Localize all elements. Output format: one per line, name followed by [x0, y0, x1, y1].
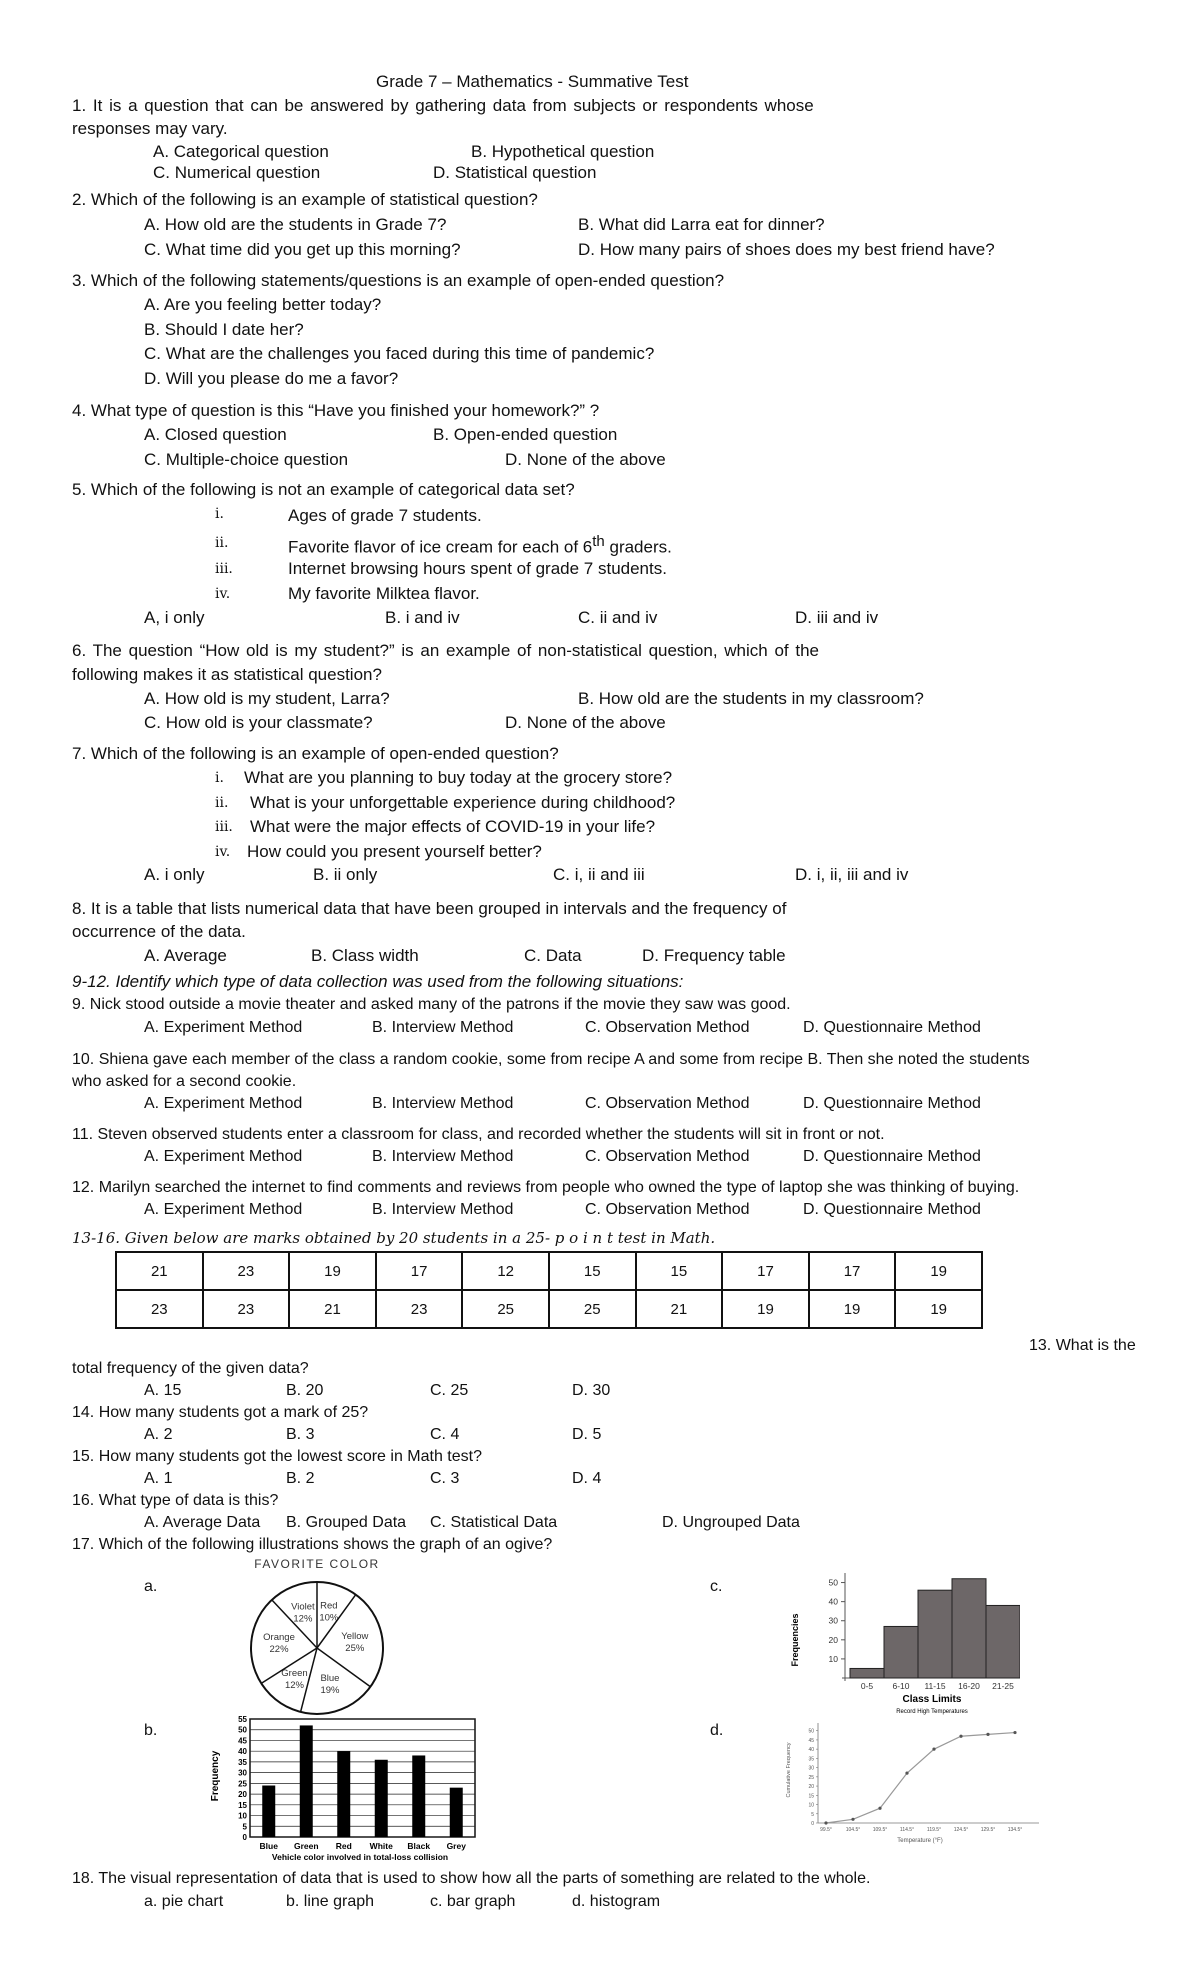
q6-option-d: D. None of the above	[505, 713, 666, 732]
table-cell: 19	[722, 1290, 809, 1328]
q7-item-text: What are you planning to buy today at the grocery store?	[244, 768, 673, 787]
q17-label-c: c.	[710, 1578, 723, 1595]
q9-option-a: A. Experiment Method	[144, 1019, 303, 1036]
y-tick-label: 15	[238, 1800, 247, 1810]
q14-option-a: A. 2	[144, 1426, 173, 1443]
ogive-point	[824, 1821, 827, 1824]
y-tick-label: 25	[238, 1779, 247, 1789]
bar	[450, 1788, 463, 1837]
q6-option-a: A. How old is my student, Larra?	[144, 689, 390, 708]
pie-slice-label: Blue	[320, 1673, 340, 1685]
ogive-line	[824, 1731, 1016, 1825]
q15-option-d: D. 4	[572, 1470, 602, 1487]
q8-option-c: C. Data	[524, 946, 582, 965]
ogive-point	[959, 1735, 962, 1738]
q17-label-d: d.	[710, 1722, 724, 1739]
q7-item-text: What is your unforgettable experience during childhood?	[250, 793, 676, 812]
vehicle-bar-chart	[205, 1712, 485, 1862]
q12-option-a: A. Experiment Method	[144, 1201, 303, 1218]
table-cell: 21	[289, 1290, 376, 1328]
pie-slice-percent: 25%	[345, 1643, 365, 1655]
ogive-point	[932, 1748, 935, 1751]
q7-item-text: How could you present yourself better?	[247, 842, 542, 861]
y-axis-label: Frequencies	[790, 1613, 800, 1667]
q3-option-c: C. What are the challenges you faced during this time of pandemic?	[144, 344, 655, 363]
q12-option-b: B. Interview Method	[372, 1201, 514, 1218]
pie-slice-label: Red	[320, 1600, 338, 1612]
y-tick-label: 10	[828, 1653, 838, 1664]
q16-option-b: B. Grouped Data	[286, 1514, 407, 1531]
q1-option-a: A. Categorical question	[153, 142, 329, 161]
q17-label-a: a.	[144, 1578, 158, 1595]
q8-option-d: D. Frequency table	[642, 946, 786, 965]
q13-option-d: D. 30	[572, 1382, 611, 1399]
table-row	[116, 1290, 982, 1328]
q7-option-b: B. ii only	[313, 865, 378, 884]
q11-option-d: D. Questionnaire Method	[803, 1148, 981, 1165]
y-tick-label: 20	[808, 1784, 814, 1791]
ogive-point	[986, 1733, 989, 1736]
q2-option-c: C. What time did you get up this morning?	[144, 240, 461, 259]
x-tick-label: 6-10	[892, 1681, 910, 1691]
q1-option-d: D. Statistical question	[433, 163, 597, 182]
q14-option-c: C. 4	[430, 1426, 460, 1443]
q5-item-text: My favorite Milktea flavor.	[288, 584, 480, 603]
q6-text-line1: 6. The question “How old is my student?” is an example of non-statistical question, which of the	[72, 641, 820, 660]
q13-text-part1: 13. What is the	[1029, 1337, 1136, 1354]
histogram-bar	[918, 1590, 952, 1678]
x-tick-label: Green	[293, 1841, 319, 1851]
q18-option-a: a. pie chart	[144, 1893, 224, 1910]
pie-chart	[235, 1556, 405, 1721]
ogive-point	[905, 1772, 908, 1775]
q3-option-d: D. Will you please do me a favor?	[144, 369, 399, 388]
q7-item-num: iv.	[215, 844, 231, 860]
q4-option-c: C. Multiple-choice question	[144, 450, 349, 469]
y-axis-label: Frequency	[210, 1750, 221, 1802]
table-cell: 17	[376, 1252, 463, 1290]
section-9-12-heading: 9-12. Identify which type of data collection was used from the following situations:	[72, 972, 684, 991]
q15-option-c: C. 3	[430, 1470, 460, 1487]
q16-text: 16. What type of data is this?	[72, 1492, 279, 1509]
q11-option-a: A. Experiment Method	[144, 1148, 303, 1165]
bar	[300, 1725, 313, 1837]
q12-text: 12. Marilyn searched the internet to find comments and reviews from people who owned the type of laptop she was thinking of buying.	[72, 1179, 1020, 1196]
bar	[337, 1751, 350, 1837]
q10-option-a: A. Experiment Method	[144, 1095, 303, 1112]
q5-item-text: Ages of grade 7 students.	[288, 506, 482, 525]
q7-item-num: i.	[215, 770, 224, 786]
y-tick-label: 50	[808, 1728, 814, 1735]
q5-item-sup: th	[592, 533, 605, 550]
q5-option-c: C. ii and iv	[578, 608, 658, 627]
chart-subtitle: Record High Temperatures	[896, 1709, 968, 1715]
table-cell: 15	[636, 1252, 723, 1290]
y-tick-label: 30	[238, 1768, 247, 1778]
q3-option-a: A. Are you feeling better today?	[144, 295, 382, 314]
q7-text: 7. Which of the following is an example of open-ended question?	[72, 744, 559, 763]
q10-option-c: C. Observation Method	[585, 1095, 750, 1112]
q5-option-a: A, i only	[144, 608, 205, 627]
histogram-bar	[986, 1605, 1020, 1678]
q5-item-num: i.	[215, 506, 224, 522]
pie-slice-percent: 12%	[293, 1613, 313, 1625]
q14-option-b: B. 3	[286, 1426, 315, 1443]
y-tick-label: 40	[238, 1747, 247, 1757]
table-cell: 19	[895, 1252, 982, 1290]
page-title: Grade 7 – Mathematics - Summative Test	[376, 72, 689, 91]
x-tick-label: 124.5°	[953, 1827, 969, 1833]
q4-option-d: D. None of the above	[505, 450, 666, 469]
q15-option-b: B. 2	[286, 1470, 315, 1487]
q7-option-c: C. i, ii and iii	[553, 865, 645, 884]
q3-option-b: B. Should I date her?	[144, 320, 304, 339]
y-tick-label: 0	[242, 1833, 247, 1842]
ogive-point	[1013, 1731, 1016, 1734]
table-cell: 15	[549, 1252, 636, 1290]
table-cell: 23	[376, 1290, 463, 1328]
bars	[850, 1579, 1020, 1691]
y-tick-label: 20	[828, 1634, 838, 1645]
x-tick-label: 0-5	[860, 1681, 874, 1691]
q5-item-num: ii.	[215, 535, 229, 551]
q5-item-text: Internet browsing hours spent of grade 7 students.	[288, 559, 667, 578]
pie-slice-percent: 12%	[284, 1679, 305, 1691]
y-tick-label: 50	[238, 1725, 247, 1735]
q9-option-d: D. Questionnaire Method	[803, 1019, 981, 1036]
q8-option-a: A. Average	[144, 946, 227, 965]
y-tick-label: 55	[238, 1715, 247, 1724]
q13-option-a: A. 15	[144, 1382, 182, 1399]
histogram-chart	[790, 1570, 1020, 1715]
x-tick-label: Black	[407, 1841, 431, 1851]
x-tick-label: 109.5°	[872, 1827, 888, 1833]
y-tick-label: 15	[808, 1793, 814, 1800]
ogive-chart	[780, 1720, 1040, 1850]
x-tick-label: 114.5°	[899, 1827, 915, 1833]
x-tick-label: White	[369, 1841, 393, 1851]
q15-text: 15. How many students got the lowest score in Math test?	[72, 1448, 482, 1465]
q8-text-line1: 8. It is a table that lists numerical data that have been grouped in intervals and the frequency of	[72, 899, 787, 918]
q13-option-c: C. 25	[430, 1382, 469, 1399]
plot-frame	[250, 1719, 475, 1837]
q18-option-b: b. line graph	[286, 1893, 375, 1910]
x-tick-label: 104.5°	[845, 1827, 861, 1833]
q2-option-d: D. How many pairs of shoes does my best friend have?	[578, 240, 995, 259]
marks-table	[115, 1251, 983, 1329]
q14-text: 14. How many students got a mark of 25?	[72, 1404, 369, 1421]
histogram-bar	[884, 1626, 918, 1678]
q13-option-b: B. 20	[286, 1382, 324, 1399]
axes	[808, 1723, 1039, 1833]
q1-option-b: B. Hypothetical question	[471, 142, 655, 161]
y-tick-label: 10	[808, 1802, 814, 1809]
q5-item-num: iii.	[215, 561, 233, 577]
q10-text-line1: 10. Shiena gave each member of the class a random cookie, some from recipe A and some from recipe B. Then she noted the students	[72, 1051, 1030, 1068]
bars	[260, 1725, 467, 1851]
q7-item-text: What were the major effects of COVID-19 in your life?	[250, 817, 656, 836]
y-tick-label: 40	[808, 1747, 814, 1754]
table-row	[116, 1252, 982, 1290]
y-tick-label: 0	[811, 1821, 814, 1827]
ogive-point	[878, 1807, 881, 1810]
q5-item-text-main: Favorite flavor of ice cream for each of 6	[288, 537, 593, 557]
y-tick-label: 40	[828, 1596, 838, 1607]
table-cell: 19	[809, 1290, 896, 1328]
q8-text-line2: occurrence of the data.	[72, 922, 246, 941]
y-tick-label: 30	[828, 1615, 838, 1626]
x-axis-label: Class Limits	[902, 1694, 962, 1705]
table-cell: 23	[116, 1290, 203, 1328]
x-tick-label: Red	[335, 1841, 352, 1851]
q16-option-a: A. Average Data	[144, 1514, 261, 1531]
y-tick-label: 10	[238, 1811, 247, 1821]
y-tick-label: 50	[828, 1577, 838, 1588]
x-axis-label: Temperature (°F)	[897, 1838, 943, 1844]
q4-option-b: B. Open-ended question	[433, 425, 618, 444]
x-axis-label: Vehicle color involved in total-loss collision	[271, 1852, 449, 1862]
pie-slice-label: Green	[281, 1667, 308, 1679]
q17-text: 17. Which of the following illustrations shows the graph of an ogive?	[72, 1536, 553, 1553]
q1-text-line1: 1. It is a question that can be answered by gathering data from subjects or respondents whose	[72, 96, 814, 115]
table-cell: 23	[203, 1252, 290, 1290]
q14-option-d: D. 5	[572, 1426, 602, 1443]
q7-option-a: A. i only	[144, 865, 205, 884]
histogram-bar	[952, 1579, 986, 1678]
x-tick-label: Grey	[446, 1841, 466, 1851]
x-tick-label: 11-15	[924, 1681, 946, 1691]
bar	[375, 1760, 388, 1837]
q18-option-d: d. histogram	[572, 1893, 661, 1910]
q5-item-text	[288, 533, 672, 558]
q11-option-c: C. Observation Method	[585, 1148, 750, 1165]
q12-option-c: C. Observation Method	[585, 1201, 750, 1218]
table-cell: 17	[722, 1252, 809, 1290]
q18-option-c: c. bar graph	[430, 1893, 516, 1910]
q8-option-b: B. Class width	[311, 946, 419, 965]
q18-text: 18. The visual representation of data that is used to show how all the parts of something are related to the whole.	[72, 1870, 871, 1887]
q6-option-b: B. How old are the students in my classroom?	[578, 689, 924, 708]
pie-slice-percent: 22%	[269, 1644, 289, 1656]
q10-text-line2: who asked for a second cookie.	[72, 1073, 297, 1090]
q17-label-b: b.	[144, 1722, 158, 1739]
pie-slice-label: Violet	[291, 1601, 315, 1613]
q5-text: 5. Which of the following is not an example of categorical data set?	[72, 480, 575, 499]
q16-option-c: C. Statistical Data	[430, 1514, 558, 1531]
y-tick-label: 35	[238, 1757, 247, 1767]
table-cell: 21	[116, 1252, 203, 1290]
q5-item-text-tail: graders.	[604, 537, 672, 557]
q9-text: 9. Nick stood outside a movie theater and asked many of the patrons if the movie they saw was good.	[72, 996, 791, 1013]
table-cell: 17	[809, 1252, 896, 1290]
y-tick-label: 30	[808, 1765, 814, 1772]
table-cell: 19	[895, 1290, 982, 1328]
y-tick-label: 20	[238, 1790, 247, 1800]
q7-item-num: ii.	[215, 795, 229, 811]
q5-item-num: iv.	[215, 586, 231, 602]
pie-slices	[251, 1582, 383, 1714]
x-tick-label: 129.5°	[980, 1827, 996, 1833]
y-tick-label: 45	[238, 1736, 247, 1746]
q11-text: 11. Steven observed students enter a classroom for class, and recorded whether the students will sit in front or not.	[72, 1126, 885, 1143]
ogive-polyline	[826, 1733, 1015, 1823]
q9-option-c: C. Observation Method	[585, 1019, 750, 1036]
q2-option-b: B. What did Larra eat for dinner?	[578, 215, 825, 234]
pie-slice-percent: 10%	[319, 1612, 339, 1624]
q9-option-b: B. Interview Method	[372, 1019, 514, 1036]
table-cell: 25	[462, 1290, 549, 1328]
q10-option-b: B. Interview Method	[372, 1095, 514, 1112]
q11-option-b: B. Interview Method	[372, 1148, 514, 1165]
q6-text-line2: following makes it as statistical question?	[72, 665, 382, 684]
histogram-bar	[850, 1668, 884, 1678]
q2-option-a: A. How old are the students in Grade 7?	[144, 215, 447, 234]
q1-text-line2: responses may vary.	[72, 119, 228, 138]
q15-option-a: A. 1	[144, 1470, 173, 1487]
q3-text: 3. Which of the following statements/questions is an example of open-ended question?	[72, 271, 725, 290]
q7-option-d: D. i, ii, iii and iv	[795, 865, 909, 884]
pie-slice-label: Yellow	[341, 1631, 369, 1643]
table-cell: 19	[289, 1252, 376, 1290]
q13-text-part2: total frequency of the given data?	[72, 1360, 309, 1377]
q7-item-num: iii.	[215, 819, 233, 835]
table-cell: 23	[203, 1290, 290, 1328]
pie-slice-percent: 19%	[320, 1685, 340, 1697]
table-cell: 12	[462, 1252, 549, 1290]
y-tick-label: 45	[808, 1737, 814, 1744]
q6-option-c: C. How old is your classmate?	[144, 713, 373, 732]
q12-option-d: D. Questionnaire Method	[803, 1201, 981, 1218]
x-tick-label: 21-25	[992, 1681, 1014, 1691]
section-13-16-heading: 13-16. Given below are marks obtained by 20 students in a 25- p o i n t test in Math.	[72, 1229, 716, 1247]
pie-title: FAVORITE COLOR	[254, 1557, 380, 1571]
q2-text: 2. Which of the following is an example of statistical question?	[72, 190, 538, 209]
x-tick-label: 99.5°	[820, 1827, 832, 1833]
q16-option-d: D. Ungrouped Data	[662, 1514, 800, 1531]
ogive-point	[851, 1818, 854, 1821]
bar	[262, 1786, 275, 1837]
table-cell: 25	[549, 1290, 636, 1328]
q4-text: 4. What type of question is this “Have you finished your homework?” ?	[72, 401, 600, 420]
q5-option-b: B. i and iv	[385, 608, 460, 627]
q5-option-d: D. iii and iv	[795, 608, 879, 627]
q10-option-d: D. Questionnaire Method	[803, 1095, 981, 1112]
y-tick-label: 35	[808, 1756, 814, 1763]
x-tick-label: 119.5°	[926, 1827, 942, 1833]
y-tick-label: 5	[811, 1811, 814, 1818]
x-tick-label: 16-20	[958, 1681, 980, 1691]
x-tick-label: Blue	[259, 1841, 278, 1851]
x-tick-label: 134.5°	[1007, 1827, 1023, 1833]
y-tick-label: 25	[808, 1774, 814, 1781]
pie-slice-label: Orange	[263, 1632, 295, 1644]
y-axis-label: Cumulative Frequency	[786, 1742, 792, 1798]
table-cell: 21	[636, 1290, 723, 1328]
q1-option-c: C. Numerical question	[153, 163, 321, 182]
bar	[412, 1755, 425, 1837]
q4-option-a: A. Closed question	[144, 425, 287, 444]
y-tick-label: 5	[242, 1822, 247, 1832]
